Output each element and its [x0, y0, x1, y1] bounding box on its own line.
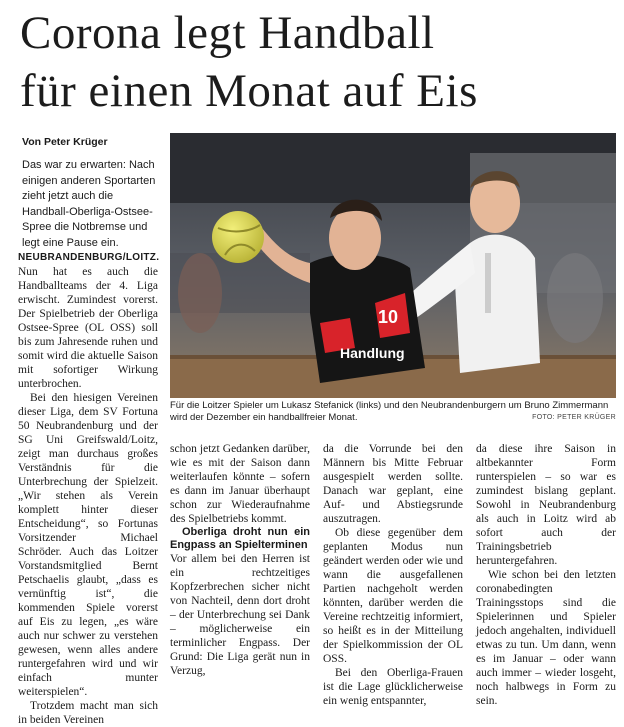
- paragraph: Trotzdem macht man sich in beiden Vereinen: [18, 700, 158, 726]
- headline-line-2: für einen Monat auf Eis: [20, 65, 478, 117]
- paragraph: schon jetzt Gedanken darüber, wie es mit der Saison dann weiterlaufen könnte – sofern es dann im Januar überhaupt schon zur Wiederaufnahme des Spielbetriebs kommt.: [170, 443, 310, 525]
- jersey-number: 10: [378, 307, 399, 327]
- handball-photo-illustration: [170, 133, 616, 398]
- jersey-text: Handlung: [340, 345, 405, 361]
- headline: [20, 4, 620, 120]
- article-column-3: [323, 442, 463, 708]
- handball-ball: [212, 211, 264, 263]
- paragraph-text: Nun hat es auch die Handballteams der 4. Liga erwischt. Zumindest vorerst. Der Spielbetrieb der Oberliga Ostsee-Spree (OL OSS) soll bis zum Jahresende ruhen und somit wird die aktuelle Saison mit sofortiger Wirkung unterbrochen.: [18, 266, 158, 390]
- paragraph: Bei den Oberliga-Frauen ist die Lage glücklicherweise ein wenig entspannter,: [323, 667, 463, 707]
- paragraph: da diese ihre Saison in altbekannter Form runterspielen – so war es zumindest bislang geplant. Sowohl in Neubrandenburg als auch in Loitz wird ab sofort auch der Trainingsbetrieb heruntergefahren.: [476, 443, 616, 567]
- paragraph: Bei den hiesigen Vereinen dieser Liga, dem SV Fortuna 50 Neubrandenburg und der SG Uni Greifswald/Loitz, zeigt man durchaus großes Verständnis für die Unterbrechung der Spielzeit. „Wir stehen als Verein komplett hinter dieser Entscheidung“, so Fortunas Vorsitzender Michael Schröder. Auch das Loitzer Vorstandsmitglied Bernt Petschaelis glaubt, „dass es vernünftig ist“, die kommenden Spiele vorerst auf Eis zu legen, „es wäre auch nur schwer zu verstehen gewesen, wenn alles andere runtergefahren wird und wir einfach munter weiterspielen“.: [18, 392, 158, 698]
- paragraph: Ob diese gegenüber dem geplanten Modus nun geändert werden oder wie und wann die ausgefallenen Partien nachgeholt werden könnten, darüber werden die Vereine rechtzeitig informiert, so heißt es in der Mitteilung der Spielkommission der OL OSS.: [323, 527, 463, 665]
- paragraph: [18, 250, 158, 391]
- paragraph: da die Vorrunde bei den Männern bis Mitte Februar ausgespielt werden sollte. Danach war geplant, eine Auf- und Abstiegsrunde auszutragen.: [323, 443, 463, 525]
- paragraph: Wie schon bei den letzten coronabedingten Trainingsstops sind die Spielerinnen und Spieler jedoch angehalten, individuell etwas zu tun. Um dann, wenn es im Januar – oder wann auch immer – wieder losgeht, noch halbwegs in Form zu sein.: [476, 569, 616, 707]
- author-byline: Von Peter Krüger: [22, 136, 108, 148]
- subheading: Oberliga droht nun ein Engpass an Spielterminen: [170, 526, 310, 551]
- article-column-2: [170, 442, 310, 678]
- article-column-1: [18, 250, 158, 727]
- paragraph: Vor allem bei den Herren ist ein rechtzeitiges Kopfzerbrechen sicher nicht von Nachteil, denn dort droht – der Unterbrechung sei Dank – möglicherweise ein terminlicher Engpass. Der Grund: Die Liga gerät nun in Verzug,: [170, 553, 310, 677]
- article-column-4: [476, 442, 616, 708]
- headline-line-1: Corona legt Handball: [20, 7, 435, 59]
- article-photo: [170, 133, 616, 398]
- article-intro: Das war zu erwarten: Nach einigen anderen Sportarten zieht jetzt auch die Handball-Oberliga-Ostsee-Spree die Notbremse und legt eine Pause ein.: [22, 159, 156, 249]
- photo-credit: FOTO: PETER KRÜGER: [532, 414, 616, 421]
- dateline: NEUBRANDENBURG/LOITZ.: [18, 252, 160, 263]
- photo-caption: Für die Loitzer Spieler um Lukasz Stefanick (links) und den Neubrandenburgern um Bruno Zimmermann wird der Dezember ein handballfreier Monat.: [170, 400, 609, 423]
